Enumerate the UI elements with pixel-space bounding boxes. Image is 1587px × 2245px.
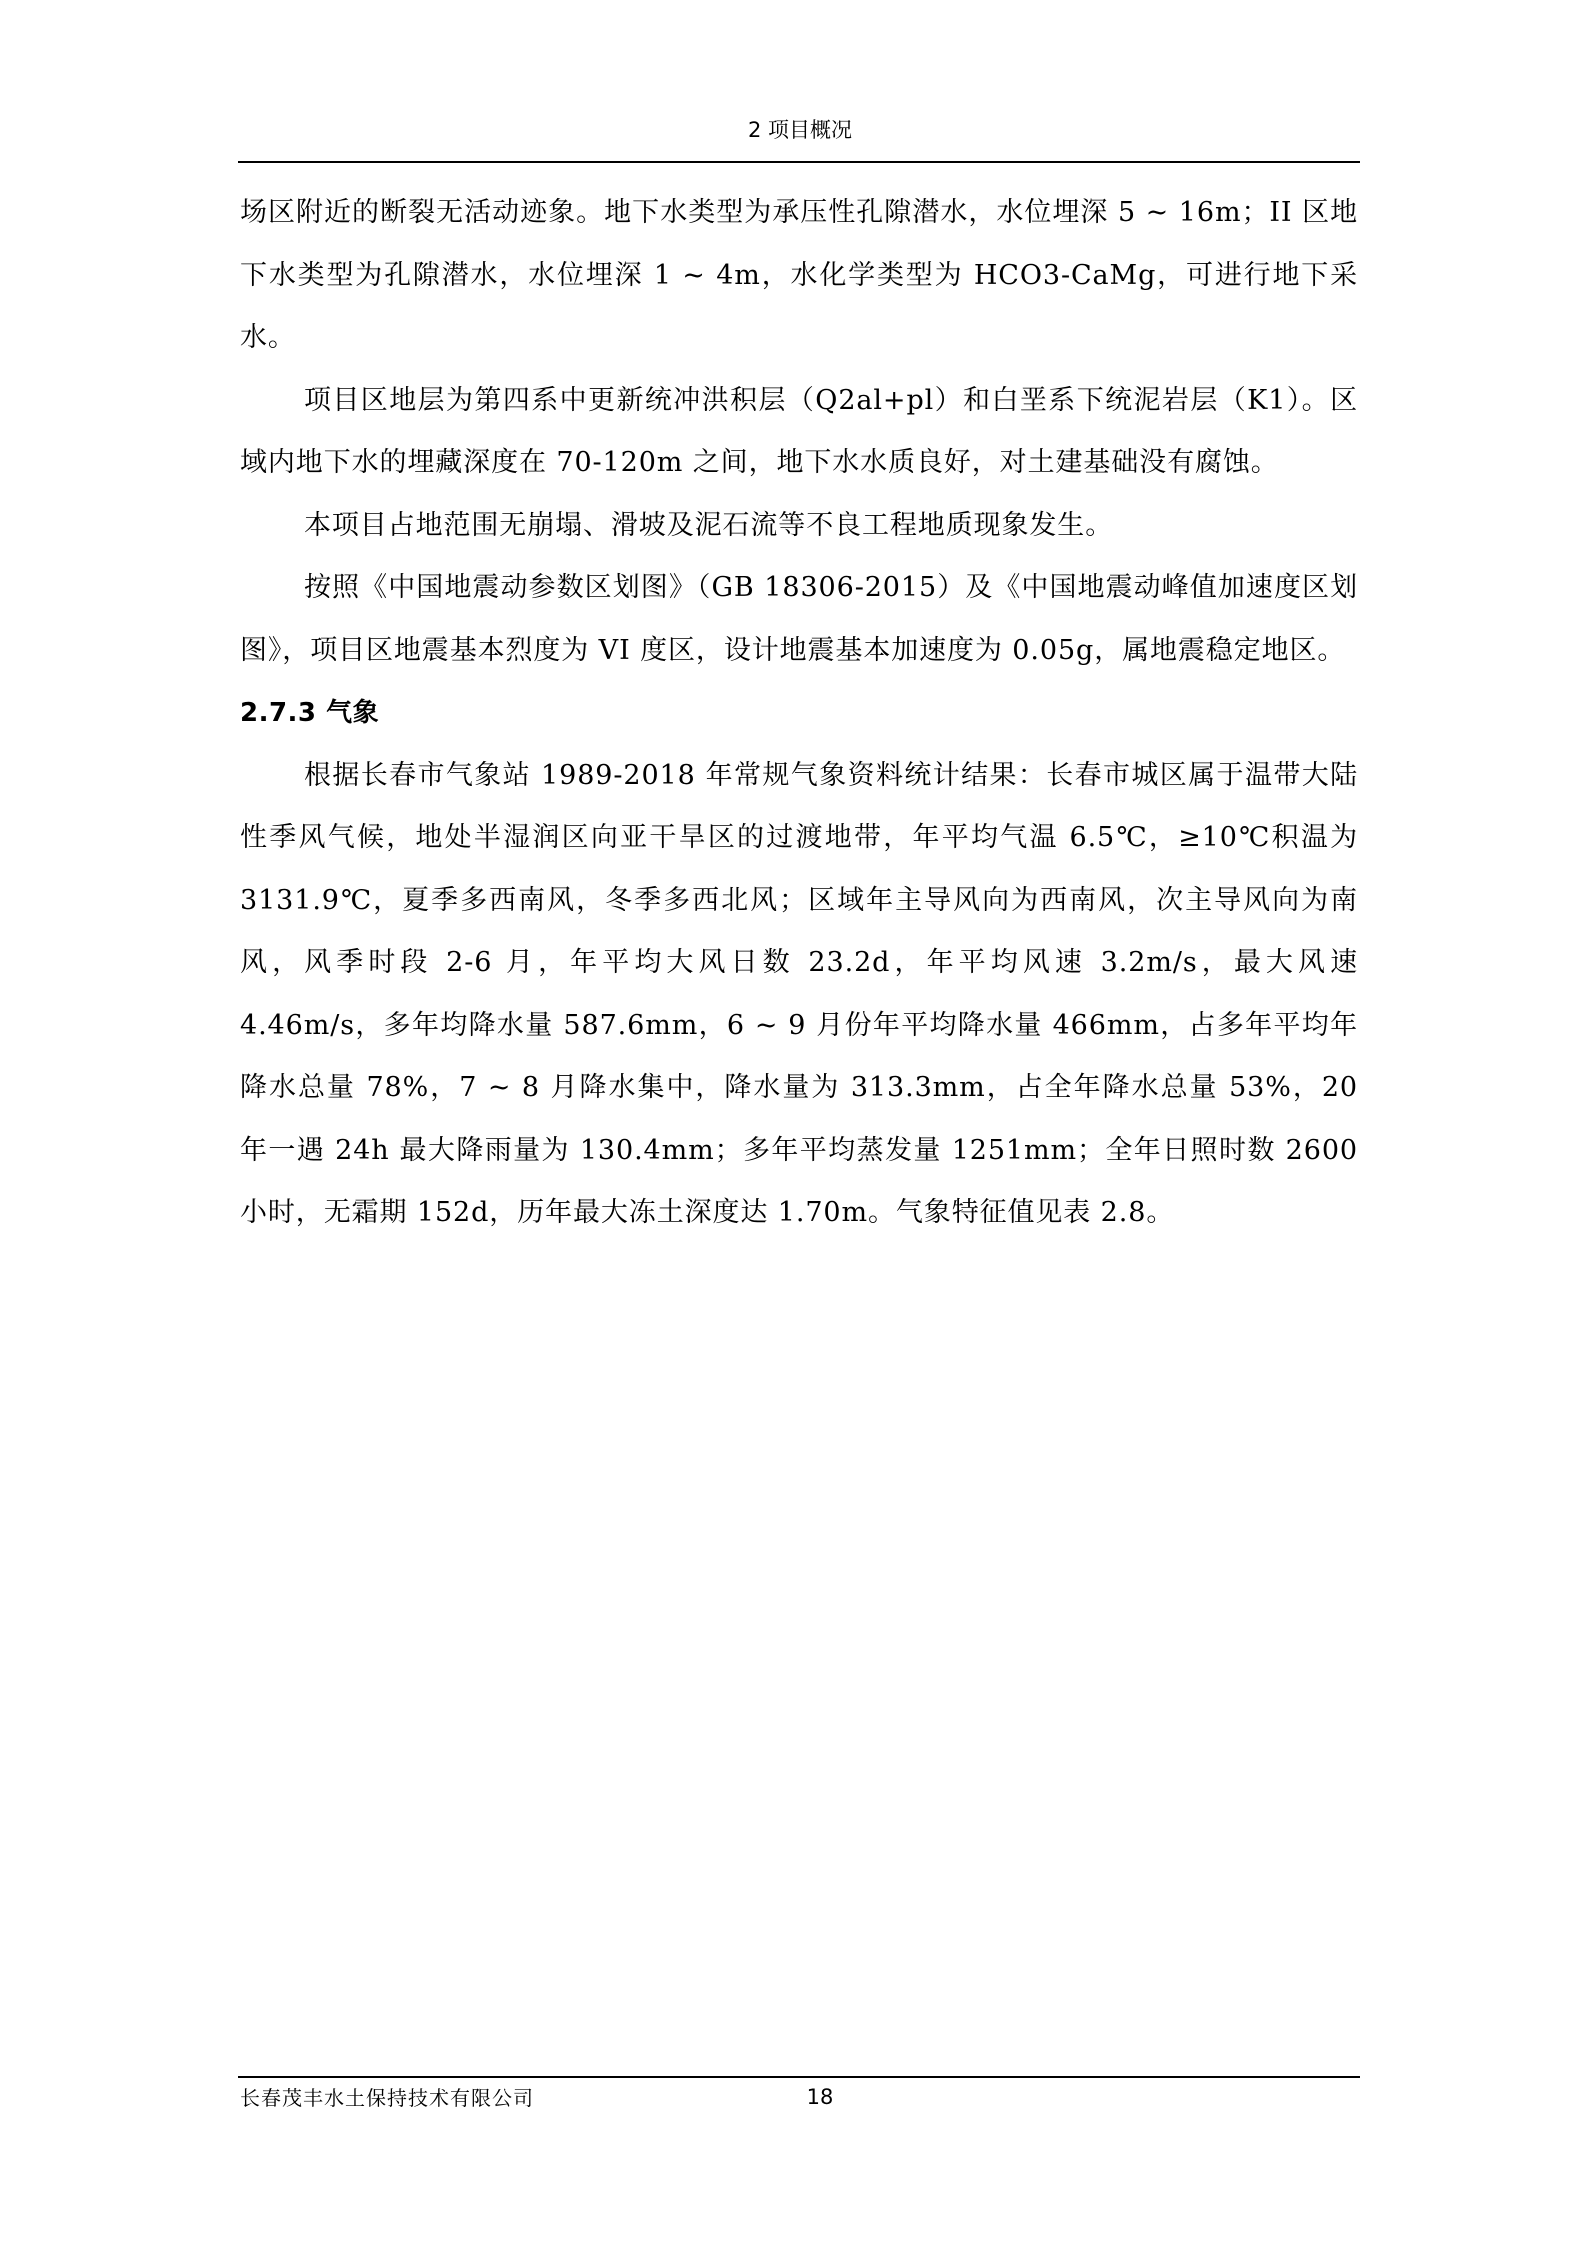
page-number: 18 [806,2085,834,2109]
page-header-title: 2 项目概况 [747,118,853,142]
section-heading-meteorology: 2.7.3 气象 [240,698,380,728]
header-divider [238,161,1360,163]
paragraph-geologic-hazards: 本项目占地范围无崩塌、滑坡及泥石流等不良工程地质现象发生。 [304,509,1114,541]
paragraph-climate: 根据长春市气象站 1989-2018 年常规气象资料统计结果：长春市城区属于温带大陆性季风气候，地处半湿润区向亚干旱区的过渡地带，年平均气温 6.5℃，≥10℃积温为 3131.9℃，夏季多西南风，冬季多西北风；区域年主导风向为西南风，次主导风向为南风，风季时段 2-6 月，年平均大风日数 23.2d，年平均风速 3.2m/s，最大风速 4.46m/s，多年均降水量 587.6mm，6 ~ 9 月份年平均降水量 466mm，占多年平均年降水总量 78%，7 ~ 8 月降水集中，降水量为 313.3mm，占全年降水总量 53%，20 年一遇 24h 最大降雨量为 130.4mm；多年平均蒸发量 1251mm；全年日照时数 2600 小时，无霜期 152d，历年最大冻土深度达 1.70m。气象特征值见表 2.8。 [240,759,1358,1228]
paragraph-seismic: 按照《中国地震动参数区划图》（GB 18306-2015）及《中国地震动峰值加速度区划图》，项目区地震基本烈度为 VI 度区，设计地震基本加速度为 0.05g，属地震稳定地区。 [240,572,1358,666]
footer-company-name: 长春茂丰水土保持技术有限公司 [240,2086,534,2110]
document-body [240,182,1358,1245]
footer-divider [238,2076,1360,2078]
paragraph-strata: 项目区地层为第四系中更新统冲洪积层（Q2al+pl）和白垩系下统泥岩层（K1）。区域内地下水的埋藏深度在 70-120m 之间，地下水水质良好，对土建基础没有腐蚀。 [240,384,1358,478]
paragraph-groundwater: 场区附近的断裂无活动迹象。地下水类型为承压性孔隙潜水，水位埋深 5 ~ 16m；II 区地下水类型为孔隙潜水，水位埋深 1 ~ 4m，水化学类型为 HCO3-CaMg，可进行地下采水。 [240,197,1358,353]
